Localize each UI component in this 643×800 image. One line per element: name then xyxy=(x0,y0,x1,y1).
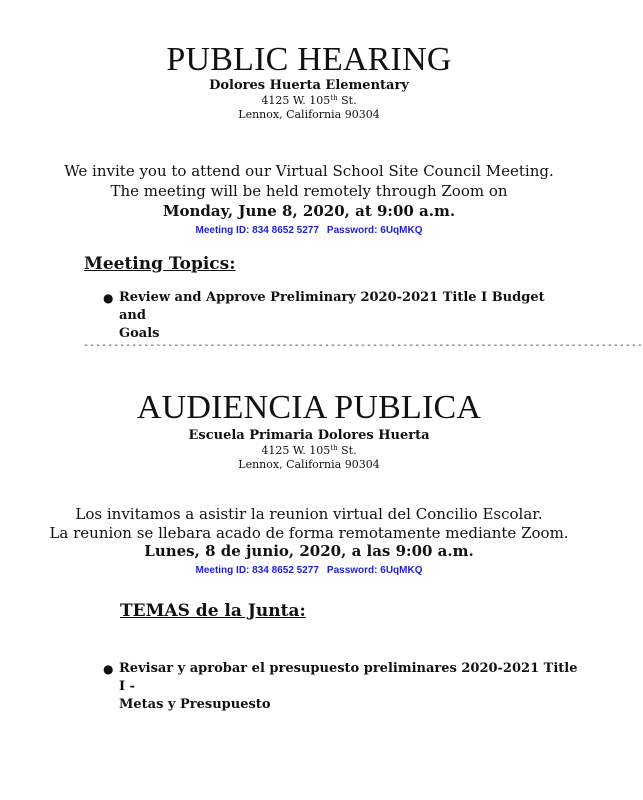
invite-line-1-english: We invite you to attend our Virtual School Site Council Meeting. xyxy=(64,162,554,180)
meeting-password: Password: 6UqMKQ xyxy=(326,225,423,236)
address-street-suffix: St. xyxy=(337,94,357,107)
address-street-english xyxy=(0,94,618,108)
meeting-id: Meeting ID: 834 8652 5277 xyxy=(195,225,319,236)
topic-line-1: Revisar y aprobar el presupuesto preliminares 2020-2021 Title I - xyxy=(119,661,578,694)
invite-line-1-spanish: Los invitamos a asistir la reunion virtual del Concilio Escolar. xyxy=(75,505,543,523)
meeting-date-english: Monday, June 8, 2020, at 9:00 a.m. xyxy=(162,202,456,220)
address-city-spanish: Lennox, California 90304 xyxy=(238,458,380,471)
list-item xyxy=(103,660,583,714)
invite-line-2-english: The meeting will be held remotely through Zoom on xyxy=(110,182,508,200)
topic-text-spanish xyxy=(119,660,583,714)
page-title-english: PUBLIC HEARING xyxy=(166,41,452,78)
topic-line-1: Review and Approve Preliminary 2020-2021 Title I Budget and xyxy=(119,290,545,323)
meeting-credentials-english xyxy=(0,224,618,237)
address-street-number: 4125 W. 105 xyxy=(261,94,331,107)
meeting-id: Meeting ID: 834 8652 5277 xyxy=(195,565,319,576)
bullet-icon: ● xyxy=(103,662,114,676)
topic-line-2: Goals xyxy=(119,326,160,341)
meeting-date-spanish: Lunes, 8 de junio, 2020, a las 9:00 a.m. xyxy=(144,542,474,560)
bullet-icon: ● xyxy=(103,291,114,305)
address-street-ordinal: th xyxy=(330,94,338,102)
address-street-spanish xyxy=(0,444,618,458)
list-item xyxy=(103,289,573,343)
address-street-ordinal: th xyxy=(330,444,338,452)
school-name-english: Dolores Huerta Elementary xyxy=(209,78,409,93)
section-divider: --------------------------------------------------------------------------------------------- xyxy=(83,340,643,351)
address-street-suffix: St. xyxy=(337,444,357,457)
address-city-english: Lennox, California 90304 xyxy=(238,108,380,121)
topics-heading-spanish: TEMAS de la Junta: xyxy=(120,601,306,621)
page-title-spanish: AUDIENCIA PUBLICA xyxy=(136,389,482,426)
meeting-password: Password: 6UqMKQ xyxy=(326,565,423,576)
meeting-credentials-spanish xyxy=(0,564,618,577)
school-name-spanish: Escuela Primaria Dolores Huerta xyxy=(188,428,430,443)
invite-line-2-spanish: La reunion se llebara acado de forma remotamente mediante Zoom. xyxy=(49,524,569,542)
address-street-number: 4125 W. 105 xyxy=(261,444,331,457)
topic-text-english xyxy=(119,289,573,343)
topics-heading-english: Meeting Topics: xyxy=(84,254,236,274)
topic-line-2: Metas y Presupuesto xyxy=(119,697,271,712)
